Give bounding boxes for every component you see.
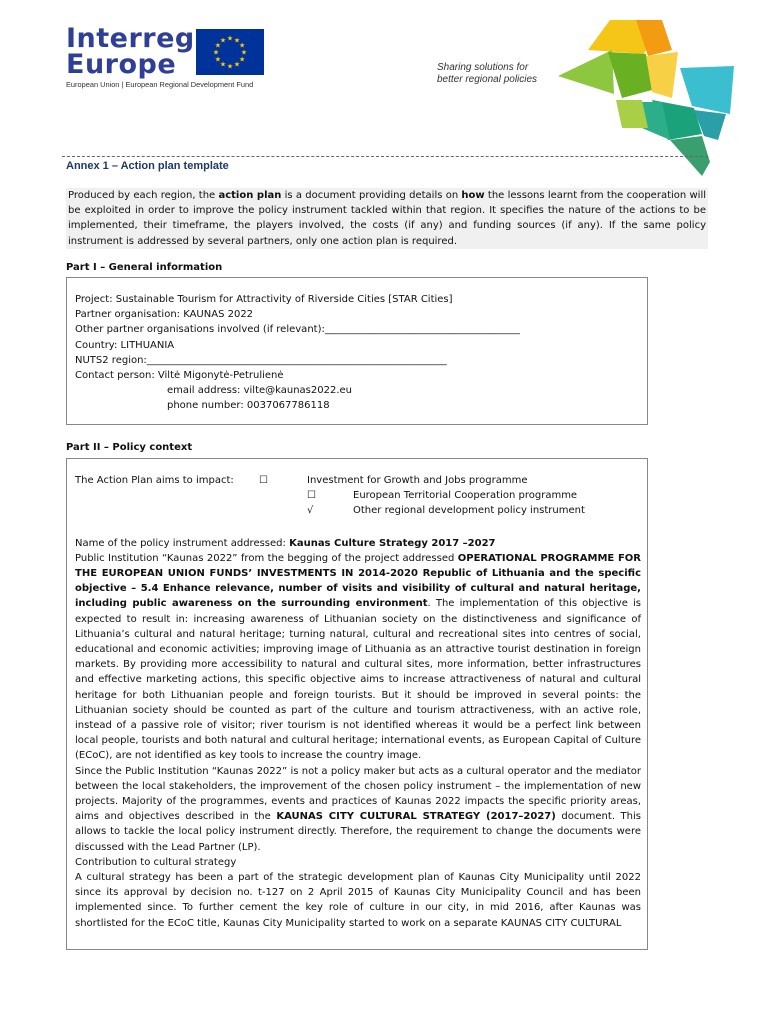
header-divider	[62, 156, 708, 157]
flag-star: ★	[212, 49, 220, 57]
flag-star: ★	[226, 63, 234, 71]
shape-green	[608, 52, 652, 98]
annex-title: Annex 1 – Action plan template	[66, 160, 229, 172]
flag-star: ★	[238, 56, 246, 64]
tagline-line-1: Sharing solutions for	[437, 62, 529, 73]
flag-star: ★	[219, 37, 227, 45]
part1-title: Part I – General information	[66, 262, 223, 273]
interreg-europe-logo	[66, 23, 276, 90]
para-a-text-1: Public Institution “Kaunas 2022” from the begging of the project addressed	[75, 552, 458, 564]
flag-star: ★	[214, 56, 222, 64]
flag-star: ★	[219, 61, 227, 69]
contribution-title: Contribution to cultural strategy	[75, 856, 237, 868]
shape-lightgreen	[558, 50, 614, 94]
option-territorial-cooperation: European Territorial Cooperation programme	[353, 490, 578, 502]
checkbox-growth-jobs[interactable]: ☐	[259, 475, 268, 486]
intro-text-1: Produced by each region, the	[68, 190, 219, 201]
paragraph-cultural-strategy: A cultural strategy has been a part of the strategic development plan of Kaunas City Municipality until 2022 since its approval by decision no. t-127 on 2 April 2015 of Kaunas City Municipality Council and has been implemented since. To further cement the key role of culture in our city, in mid 2016, after Kaunas was shortlisted for the ECoC title, Kaunas City Municipality started to work on a separate KAUNAS CITY CULTURAL	[75, 872, 641, 929]
para-b-text-2: document. This allows to tackle the local policy instrument directly. Therefore, the requirement to change the documents were discussed with the Lead Partner (LP).	[75, 811, 641, 853]
phone-line: phone number: 0037067786118	[167, 400, 330, 412]
intro-paragraph	[66, 188, 708, 249]
shape-yellow-2	[646, 52, 678, 98]
nuts2-region-line: NUTS2 region:____________________________________________________________	[75, 354, 447, 366]
impact-row-2	[75, 488, 639, 503]
policy-name-value: Kaunas Culture Strategy 2017 –2027	[289, 537, 496, 549]
policy-name-label: Name of the policy instrument addressed:	[75, 537, 290, 549]
checkbox-territorial-cooperation[interactable]: ☐	[307, 490, 316, 502]
flag-star: ★	[226, 35, 234, 43]
project-line: Project: Sustainable Tourism for Attractivity of Riverside Cities [STAR Cities]	[75, 294, 453, 305]
tagline	[437, 62, 537, 86]
intro-text-2: is a document providing details on	[281, 190, 462, 201]
tagline-line-2: better regional policies	[437, 74, 538, 85]
paragraph-operational-programme	[75, 551, 641, 764]
flag-star: ★	[233, 61, 241, 69]
part2-title: Part II – Policy context	[66, 442, 193, 453]
flag-star: ★	[233, 37, 241, 45]
logo-line-europe: Europe	[66, 49, 177, 80]
decorative-arrow-shapes	[552, 16, 748, 178]
policy-description	[75, 536, 641, 931]
logo-subtitle: European Union | European Regional Development Fund	[66, 80, 254, 89]
flag-star: ★	[238, 42, 246, 50]
other-partners-line: Other partner organisations involved (if relevant):_______________________________________	[75, 324, 520, 336]
impact-row-1	[75, 473, 639, 488]
partner-organisation-line: Partner organisation: KAUNAS 2022	[75, 309, 254, 321]
intro-bold-how: how	[461, 190, 485, 201]
para-a-bold: OPERATIONAL PROGRAMME FOR THE EUROPEAN UNION FUNDS’ INVESTMENTS IN 2014-2020 Republic of Lithuania and the specific objective – 5.4 Enhance relevance, number of visits and visibility of cultural and natural heritage, including public awareness on the surrounding environment	[75, 552, 641, 610]
policy-context-box	[66, 458, 648, 950]
para-b-bold: KAUNAS CITY CULTURAL STRATEGY (2017–2027)	[276, 811, 556, 823]
para-a-text-2: . The implementation of this objective is expected to result in: increasing awareness of Lithuanian society on the distinctiveness and significance of Lithuania’s cultural and natural heritage; turning natural, cultural and recreational sites into centres of social, educational and economic activities; improving image of Lithuania as an attractive tourist destination in foreign markets. By providing more accessibility to natural and cultural sites, more information, better infrastructures and effective marketing actions, this specific objective aims to increase attractiveness of natural and cultural heritage for both Lithuanian people and foreign tourists. But it should be improved in several points: the Lithuanian society should be counted as part of the culture and tourism attractiveness, with an active role, instead of a passive role of visitor; river tourism is not identified whereas it would be a perfect link between local people, tourists and both natural and cultural heritage; international events, as European Capital of Culture (ECoC), are not identified as key tools to increase the country image.	[75, 598, 641, 762]
checkbox-other-instrument[interactable]: √	[307, 505, 314, 517]
aims-label: The Action Plan aims to impact:	[75, 475, 234, 486]
flag-star: ★	[214, 42, 222, 50]
email-line: email address: vilte@kaunas2022.eu	[167, 385, 353, 397]
policy-name-line	[75, 536, 641, 551]
impact-row-3	[75, 503, 639, 518]
logo-wordmark	[66, 23, 195, 80]
country-line: Country: LITHUANIA	[75, 339, 175, 351]
option-growth-jobs: Investment for Growth and Jobs programme	[307, 475, 528, 486]
flag-star: ★	[240, 49, 248, 57]
paragraph-kaunas-2022-role	[75, 764, 641, 855]
intro-bold-action-plan: action plan	[218, 190, 282, 201]
intro-text-3: the lessons learnt from the cooperation will be exploited in order to improve the policy instrument tackled within that region. It specifies the nature of the actions to be implemented, their timeframe, the players involved, the costs (if any) and funding sources (if any). If the same policy instrument is addressed by several partners, only one action plan is required.	[68, 190, 706, 247]
para-b-text-1: Since the Public Institution “Kaunas 2022” is not a policy maker but acts as a cultural operator and the mediator between the local stakeholders, the improvement of the chosen policy instrument – the implementation of new projects. Majority of the programmes, events and practices of Kaunas 2022 impacts the specific priority areas, aims and objectives described in the	[75, 765, 641, 823]
shape-cyan	[680, 66, 734, 114]
option-other-instrument: Other regional development policy instrument	[353, 505, 585, 517]
logo-line-interreg: Interreg	[66, 23, 195, 54]
eu-flag-icon	[196, 29, 264, 75]
contact-person-line: Contact person: Viltė Migonytė-Petrulienė	[75, 370, 284, 382]
general-information-box	[66, 277, 648, 425]
